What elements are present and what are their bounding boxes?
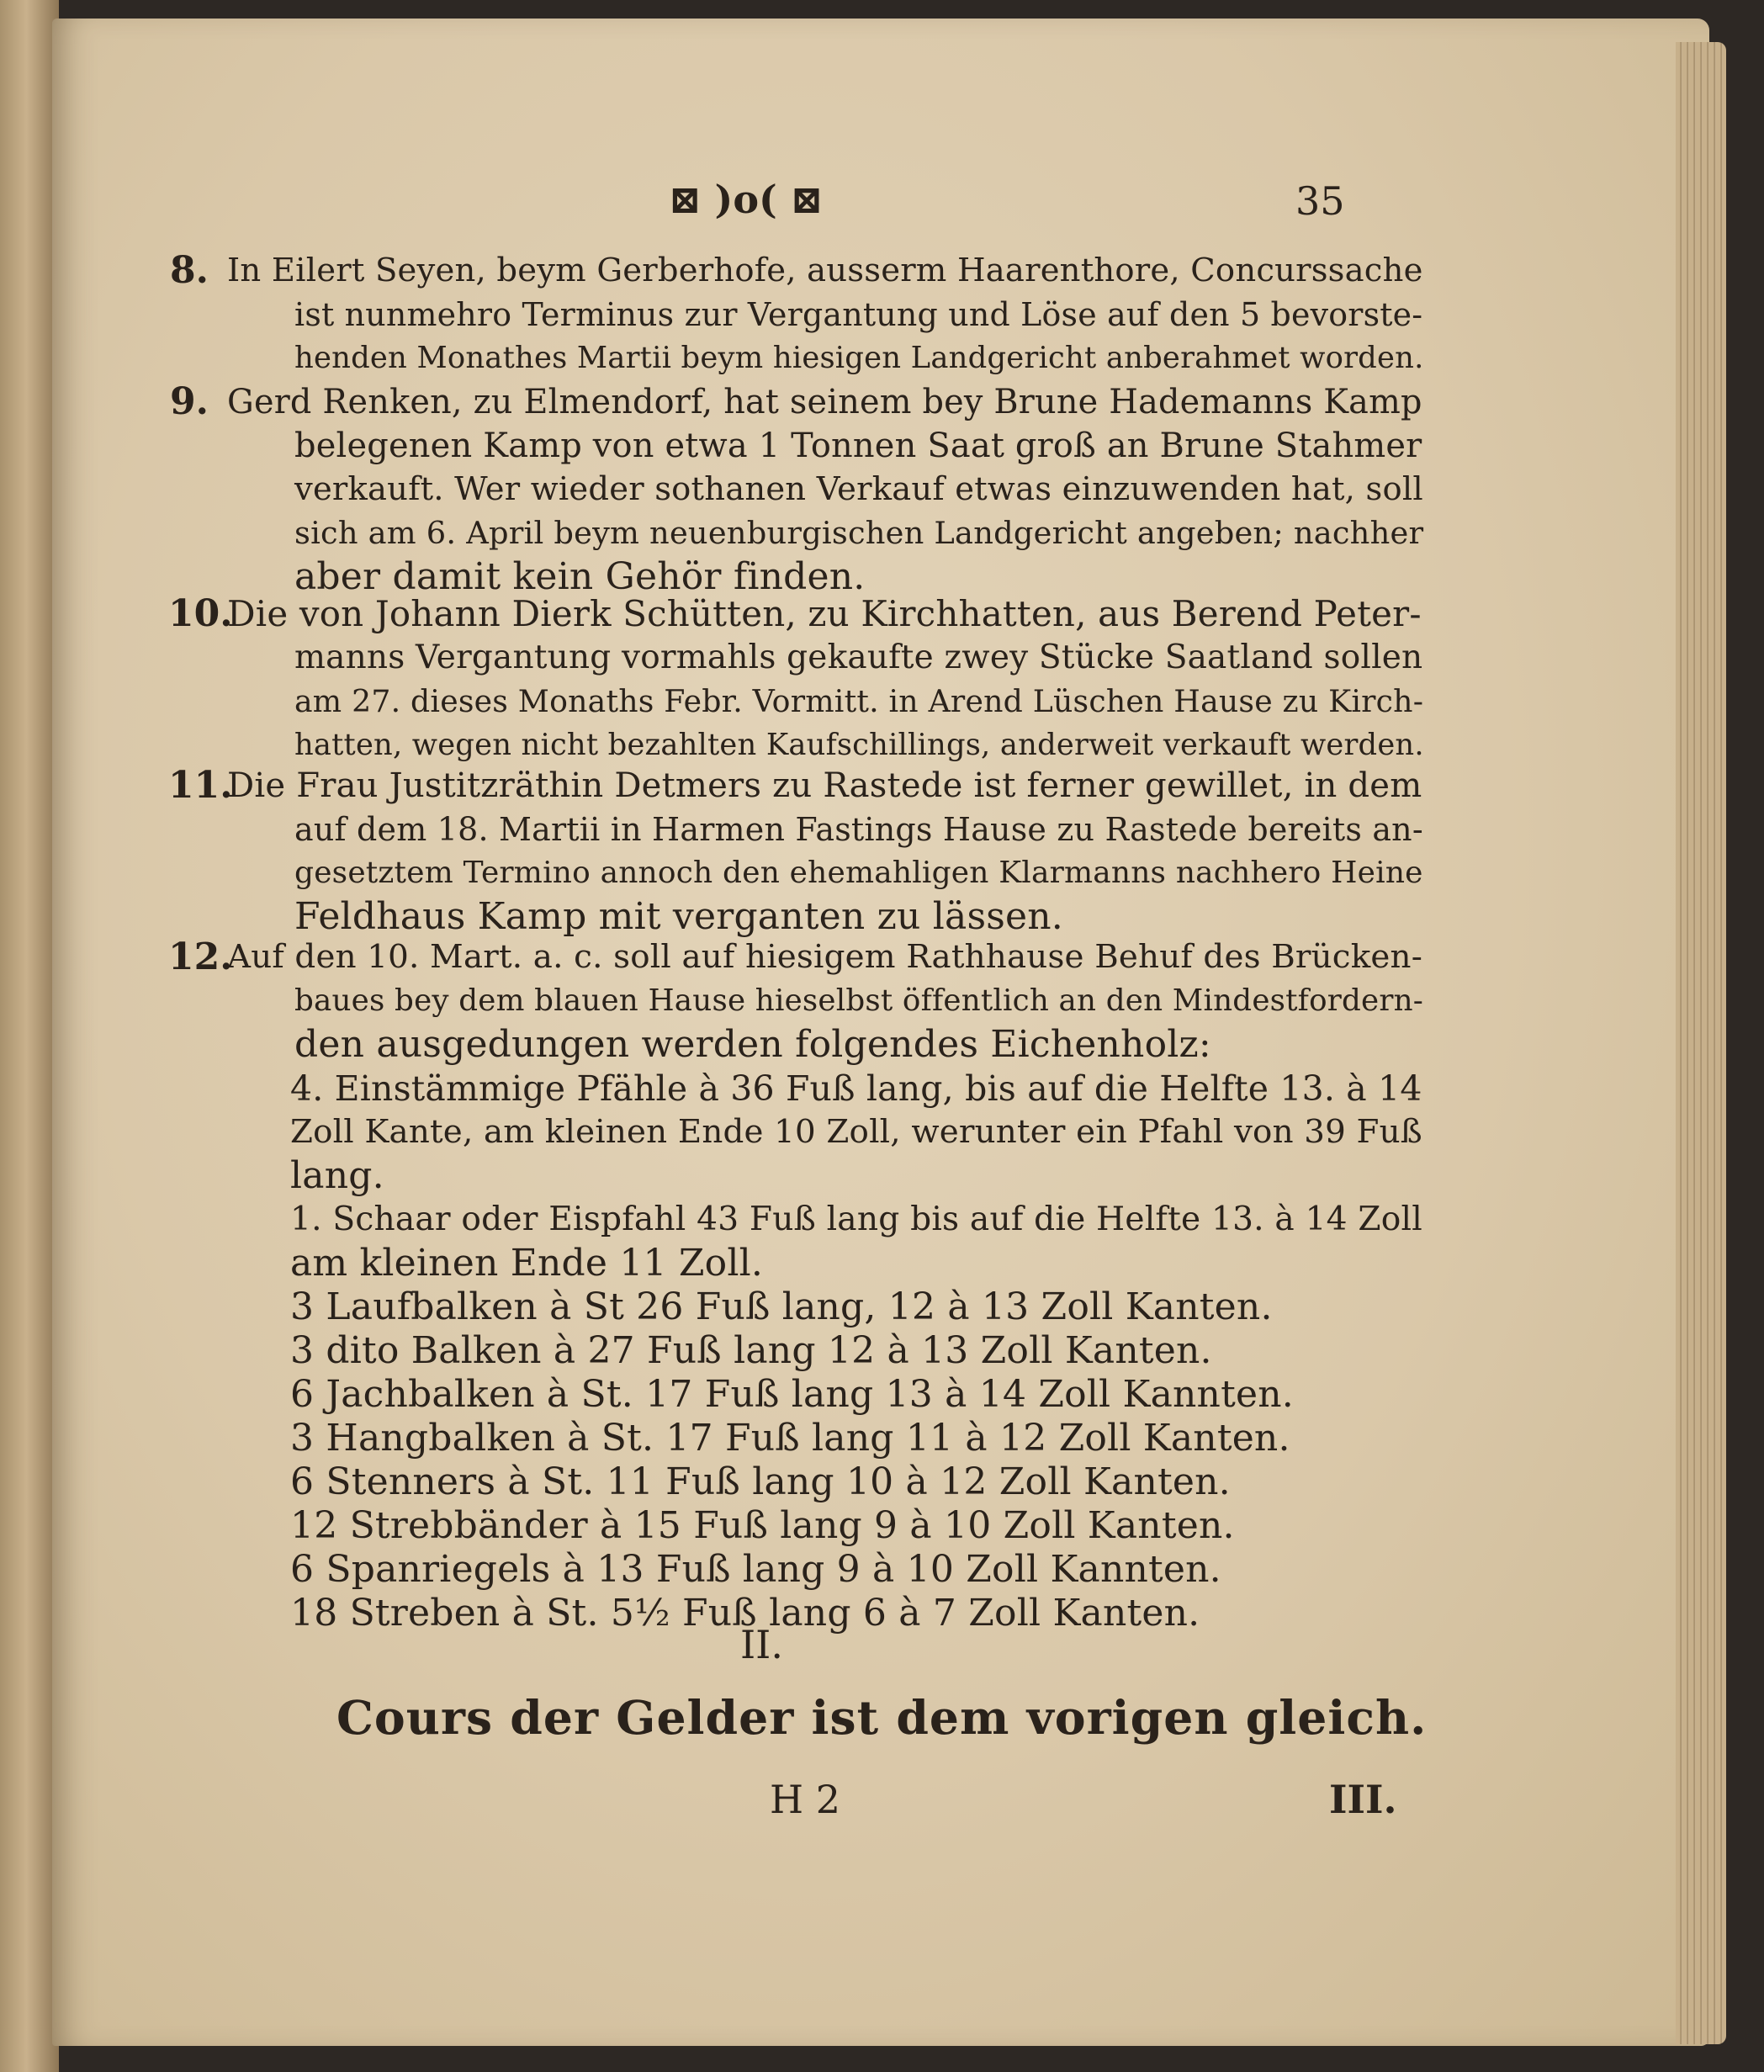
entry-line: Gerd Renken, zu Elmendorf, hat seinem bey Brune Hademanns Kamp [227,383,1422,421]
timber-item: Zoll Kante, am kleinen Ende 10 Zoll, werunter ein Pfahl von 39 Fuß [290,1113,1422,1151]
entry-line: In Eilert Seyen, beym Gerberhofe, ausserm Haarenthore, Concurssache [227,252,1423,289]
entry-line: baues bey dem blauen Hause hieselbst öffentlich an den Mindestfordern- [294,983,1424,1018]
timber-item: 3 Hangbalken à St. 17 Fuß lang 11 à 12 Zoll Kanten. [290,1417,1290,1460]
timber-item: 6 Spanriegels à 13 Fuß lang 9 à 10 Zoll Kannten. [290,1548,1221,1591]
entry-line: sich am 6. April beym neuenburgischen Landgericht angeben; nachher [294,515,1424,551]
section-heading: Cours der Gelder ist dem vorigen gleich. [336,1691,1428,1746]
entry-line: ist nunmehro Terminus zur Vergantung und Löse auf den 5 bevorste- [294,296,1423,333]
timber-item: 4. Einstämmige Pfähle à 36 Fuß lang, bis auf die Helfte 13. à 14 [290,1068,1422,1109]
entry-line: verkauft. Wer wieder sothanen Verkauf etwas einzuwenden hat, soll [294,470,1423,508]
timber-item: 3 Laufbalken à St 26 Fuß lang, 12 à 13 Zoll Kanten. [290,1285,1273,1328]
signature-mark: H 2 [770,1777,841,1822]
entry-line: Feldhaus Kamp mit verganten zu lässen. [294,895,1063,938]
section-number: II. [740,1622,783,1667]
entry-number: 10. [168,592,233,635]
catchword: III. [1329,1777,1397,1822]
entry-line: auf dem 18. Martii in Harmen Fastings Hause zu Rastede bereits an- [294,811,1423,848]
header-ornament: ⊠ )o( ⊠ [669,177,824,222]
entry-line: hatten, wegen nicht bezahlten Kaufschillings, anderweit verkauft werden. [294,728,1424,762]
timber-item: lang. [290,1154,384,1197]
entry-number: 8. [170,249,209,292]
timber-item: 3 dito Balken à 27 Fuß lang 12 à 13 Zoll Kanten. [290,1329,1212,1372]
timber-item: 12 Strebbänder à 15 Fuß lang 9 à 10 Zoll Kanten. [290,1504,1235,1547]
timber-item: 1. Schaar oder Eispfahl 43 Fuß lang bis auf die Helfte 13. à 14 Zoll [290,1200,1422,1238]
entry-line: gesetztem Termino annoch den ehemahligen Klarmanns nachhero Heine [294,856,1423,890]
entry-line: Die Frau Justitzräthin Detmers zu Rastede ist ferner gewillet, in dem [227,766,1422,805]
entry-line: manns Vergantung vormahls gekaufte zwey Stücke Saatland sollen [294,639,1423,676]
page-number: 35 [1295,178,1345,224]
timber-item: am kleinen Ende 11 Zoll. [290,1242,764,1285]
entry-line: Die von Johann Dierk Schütten, zu Kirchhatten, aus Berend Peter- [227,593,1422,634]
entry-number: 9. [170,380,209,423]
entry-line: am 27. dieses Monaths Febr. Vormitt. in Arend Lüschen Hause zu Kirch- [294,683,1424,719]
entry-line: Auf den 10. Mart. a. c. soll auf hiesigem Rathhause Behuf des Brücken- [227,938,1422,976]
entry-number: 12. [168,935,233,978]
timber-item: 6 Jachbalken à St. 17 Fuß lang 13 à 14 Zoll Kannten. [290,1373,1294,1416]
entry-line: belegenen Kamp von etwa 1 Tonnen Saat groß an Brune Stahmer [294,427,1422,465]
timber-item: 18 Streben à St. 5½ Fuß lang 6 à 7 Zoll Kanten. [290,1592,1200,1635]
entry-line: den ausgedungen werden folgendes Eichenholz: [294,1023,1211,1066]
timber-item: 6 Stenners à St. 11 Fuß lang 10 à 12 Zoll Kanten. [290,1460,1231,1503]
entry-line: aber damit kein Gehör finden. [294,555,866,598]
entry-line: henden Monathes Martii beym hiesigen Landgericht anberahmet worden. [294,341,1424,375]
entry-number: 11. [168,764,233,807]
